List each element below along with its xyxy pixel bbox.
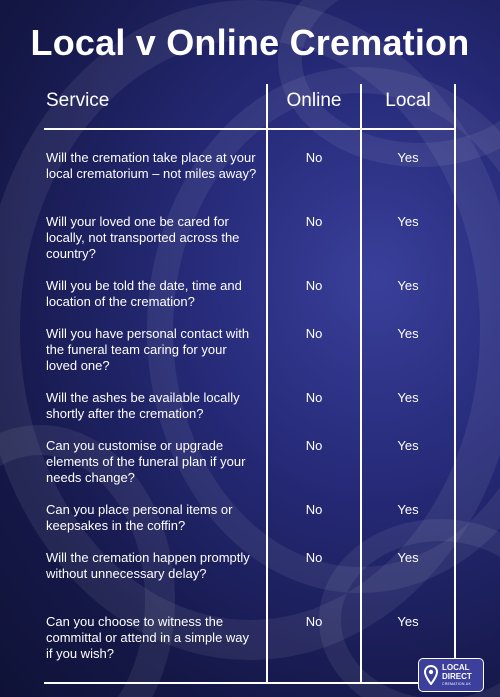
header-underline — [44, 128, 456, 130]
column-divider — [266, 84, 268, 684]
table-bottom-rule — [44, 682, 456, 684]
row-online-answer: No — [305, 278, 323, 293]
row-online-answer: No — [305, 614, 323, 629]
row-online-answer: No — [305, 502, 323, 517]
row-online-answer: No — [305, 390, 323, 405]
row-local-answer: Yes — [397, 390, 419, 405]
row-question: Can you place personal items or keepsakes in the coffin? — [46, 502, 233, 533]
page-title: Local v Online Cremation — [30, 22, 470, 63]
header-local: Local — [385, 90, 431, 111]
header-online: Online — [286, 90, 342, 111]
row-question: Will the cremation happen promptly without unnecessary delay? — [46, 550, 250, 581]
row-question: Can you customise or upgrade elements of the funeral plan if your needs change? — [46, 438, 246, 485]
row-question: Will the cremation take place at your local crematorium – not miles away? — [46, 150, 257, 181]
row-online-answer: No — [305, 550, 323, 565]
row-online-answer: No — [305, 150, 323, 165]
row-online-answer: No — [305, 214, 323, 229]
comparison-table — [44, 84, 456, 684]
row-question: Will the ashes be available locally shortly after the cremation? — [46, 390, 240, 421]
column-divider — [360, 84, 362, 684]
column-divider — [454, 84, 456, 684]
row-local-answer: Yes — [397, 150, 419, 165]
row-local-answer: Yes — [397, 438, 419, 453]
row-online-answer: No — [305, 438, 323, 453]
map-pin-icon — [424, 665, 438, 685]
row-question: Will you be told the date, time and location of the cremation? — [46, 278, 242, 309]
logo-line-3: CREMATION.UK — [442, 682, 471, 686]
row-question: Will you have personal contact with the funeral team caring for your loved one? — [46, 326, 250, 373]
local-direct-cremation-logo — [418, 658, 484, 692]
row-question: Will your loved one be cared for locally, not transported across the country? — [46, 214, 240, 261]
row-local-answer: Yes — [397, 214, 419, 229]
logo-line-2: DIRECT — [442, 672, 472, 681]
row-local-answer: Yes — [397, 326, 419, 341]
row-local-answer: Yes — [397, 550, 419, 565]
header-service: Service — [46, 90, 110, 111]
logo-line-1: LOCAL — [442, 663, 470, 672]
row-local-answer: Yes — [397, 278, 419, 293]
row-local-answer: Yes — [397, 614, 419, 629]
row-question: Can you choose to witness the committal or attend in a simple way if you wish? — [46, 614, 250, 661]
row-online-answer: No — [305, 326, 323, 341]
row-local-answer: Yes — [397, 502, 419, 517]
